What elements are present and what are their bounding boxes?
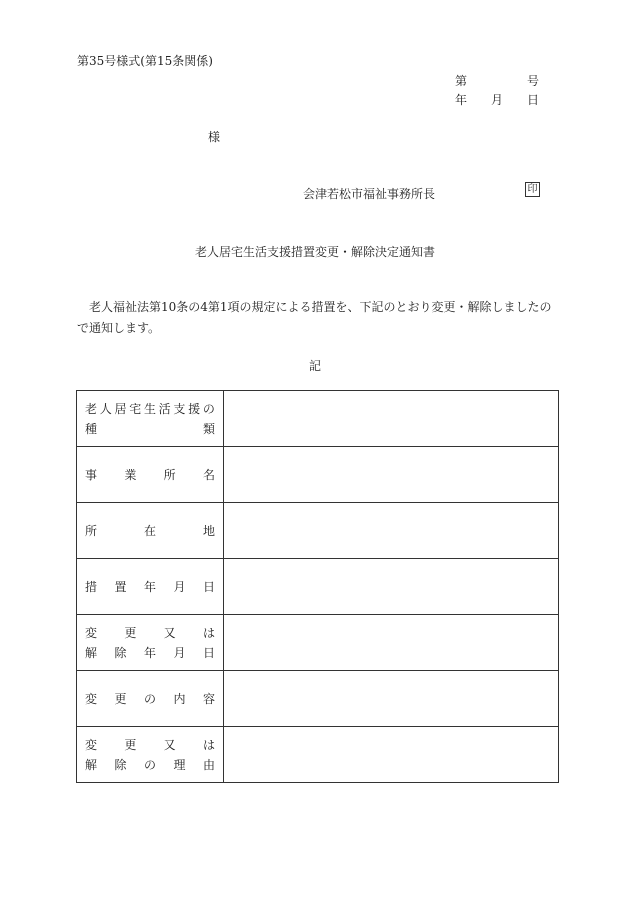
row-label-line: 種 類 [85, 421, 215, 436]
table-row [77, 503, 559, 559]
row-label-line: 所 在 地 [85, 523, 215, 538]
row-value[interactable] [224, 727, 559, 783]
form-number: 第35号様式(第15条関係) [77, 54, 213, 68]
table-row [77, 671, 559, 727]
row-label-line: 変 更 又 は [85, 625, 215, 640]
row-value[interactable] [224, 447, 559, 503]
table-row [77, 391, 559, 447]
details-table [76, 390, 559, 783]
row-label [77, 503, 224, 559]
date-month: 月 [490, 93, 503, 107]
addressee-honorific: 様 [208, 130, 221, 144]
table-row [77, 615, 559, 671]
body-text: 老人福祉法第10条の4第1項の規定による措置を、下記のとおり変更・解除しましたので通知します。 [77, 300, 552, 335]
row-value[interactable] [224, 671, 559, 727]
row-label [77, 391, 224, 447]
date-day: 日 [526, 93, 539, 107]
row-value[interactable] [224, 615, 559, 671]
document-title: 老人居宅生活支援措置変更・解除決定通知書 [194, 245, 435, 259]
row-label [77, 615, 224, 671]
date-year: 年 [455, 93, 468, 107]
row-label [77, 727, 224, 783]
number-prefix: 第 [455, 74, 468, 88]
ki-heading: 記 [308, 359, 321, 373]
seal-stamp-box: 印 [525, 182, 540, 197]
document-number-line [455, 72, 539, 89]
table-row [77, 447, 559, 503]
row-label-line: 老 人 居 宅 生 活 支 援 の [85, 401, 215, 416]
row-label [77, 559, 224, 615]
row-value[interactable] [224, 391, 559, 447]
number-suffix: 号 [526, 74, 539, 88]
table-row [77, 727, 559, 783]
row-label-line: 変 更 又 は [85, 737, 215, 752]
row-label [77, 671, 224, 727]
row-label-line: 措 置 年 月 日 [85, 579, 215, 594]
row-label [77, 447, 224, 503]
date-line [455, 91, 539, 108]
row-value[interactable] [224, 503, 559, 559]
row-label-line: 変 更 の 内 容 [85, 691, 215, 706]
row-value[interactable] [224, 559, 559, 615]
row-label-line: 解 除 の 理 由 [85, 757, 215, 772]
issuer-name: 会津若松市福祉事務所長 [303, 187, 436, 201]
row-label-line: 解 除 年 月 日 [85, 645, 215, 660]
row-label-line: 事 業 所 名 [85, 467, 215, 482]
table-row [77, 559, 559, 615]
